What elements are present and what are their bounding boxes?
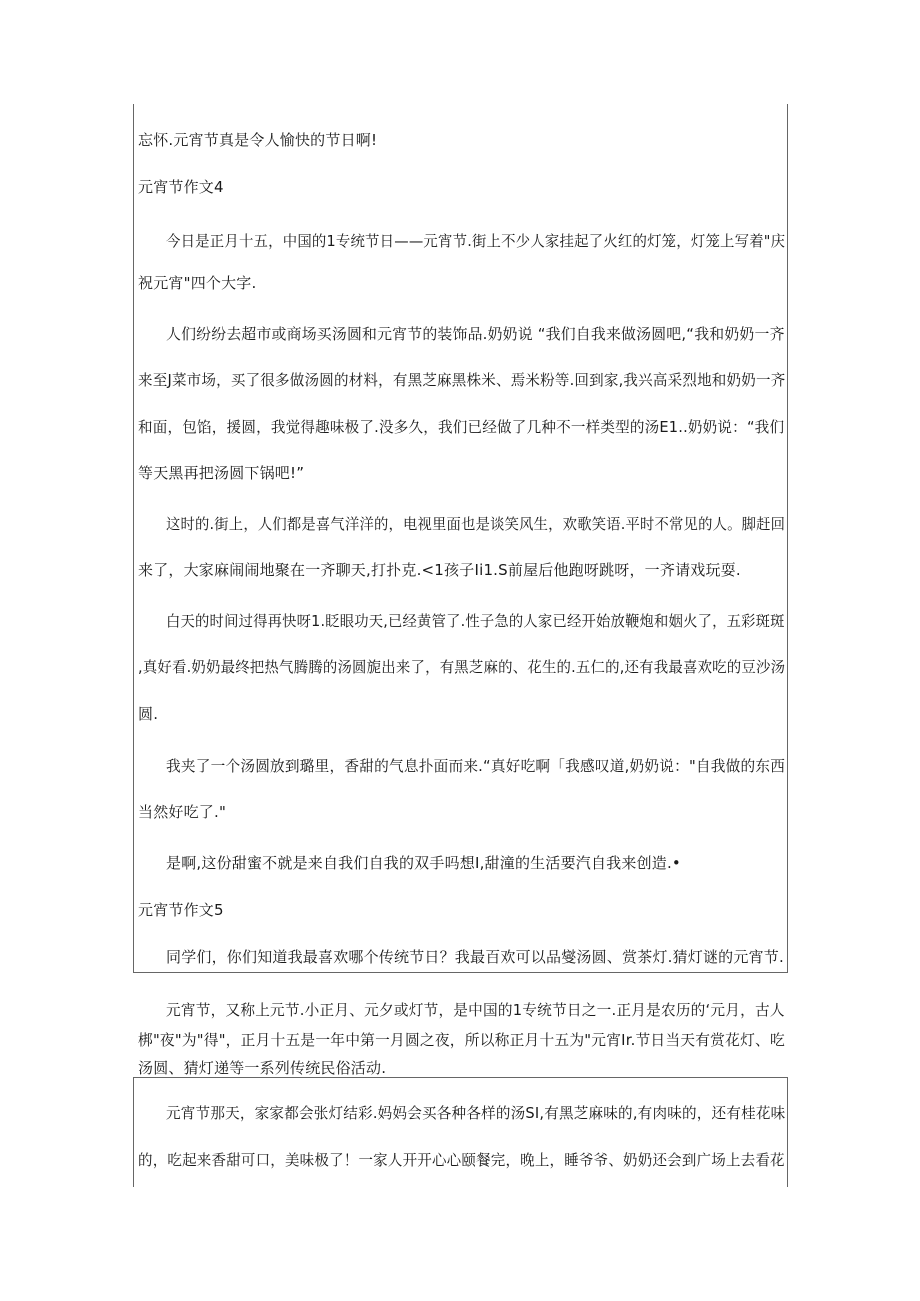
paragraph-line: 我夹了一个汤圆放到璐里，香甜的气息扑面而来.“真好吃啊「我感叹道,奶奶说："自我做的东西 [166,757,786,775]
paragraph-line: 梆"夜"为"得"，正月十五是一年中第一月圆之夜，所以称正月十五为"元宵Ir.节日当天有赏花灯、吃 [138,1031,785,1049]
paragraph-line: 元宵节那天，家家都会张灯结彩.妈妈会买各种各样的汤SI,有黑芝麻味的,有肉味的，还有桂花味 [166,1104,786,1122]
paragraph-line: 祝元宵"四个大字. [138,274,257,292]
section-heading-4: 元宵节作文4 [138,178,224,196]
section-heading-5: 元宵节作文5 [138,901,224,919]
paragraph-line: 这时的.街上，人们都是喜气洋洋的，电视里面也是谈笑风生，欢歌笑语.平时不常见的人。脚赶回 [166,515,786,533]
paragraph-line: 忘怀.元宵节真是令人愉快的节日啊! [138,131,378,149]
paragraph-line: 等天黑再把汤圆下锅吧!” [138,464,305,482]
paragraph-line: 同学们，你们知道我最喜欢哪个传统节日？我最百欢可以品燮汤圆、赏茶灯.猜灯谜的元宵节. [166,948,784,966]
paragraph-line: 汤圆、猜灯递等一系列传统民俗活动. [138,1059,387,1077]
paragraph-line: 来了，大家麻闹闹地聚在一齐聊天,打扑克.<1孩子Ii1.S前屋后他跑呀跳呀，一齐请戏玩耍. [138,561,741,579]
paragraph-line: 是啊,这份甜蜜不就是来自我们自我的双手吗想I,甜潼的生活要汽自我来创造.• [166,854,681,872]
content-frame-bottom [133,1077,788,1187]
paragraph-line: 来至J菜市场，买了很多做汤圆的材料，有黑芝麻黑株米、焉米粉等.回到家,我兴高采烈地和奶奶一齐 [138,371,786,389]
paragraph-line: 圆. [138,705,159,723]
paragraph-line: 的，吃起来香甜可口，美味极了！一家人开开心心颐餐完，晚上，睡爷爷、奶奶还会到广场上去看花 [138,1151,785,1169]
paragraph-line: 元宵节，又称上元节.小正月、元夕或灯节，是中国的1专统节日之一.正月是农历的‘元月，古人 [166,1001,785,1019]
paragraph-line: 当然好吃了." [138,803,227,821]
paragraph-line: ,真好看.奶奶最终把热气腾腾的汤圆旎出来了，有黑芝麻的、花生的.五仁的,还有我最喜欢吃的豆沙汤 [138,658,786,676]
paragraph-line: 和面，包馅，援圆，我觉得趣味极了.没多久，我们已经做了几种不一样类型的汤E1..奶奶说：“我们 [138,418,785,436]
paragraph-line: 白天的时间过得再快呀1.眨眼功天,已经黄管了.性子急的人家已经开始放鞭炮和姻火了，五彩斑斑 [166,612,785,630]
paragraph-line: 今日是正月十五，中国的1专统节日——元宵节.街上不少人家挂起了火红的灯笼，灯笼上写着"庆 [166,232,786,250]
paragraph-line: 人们纷纷去超市或商场买汤圆和元宵节的装饰品.奶奶说 “我们自我来做汤圆吧,“我和奶奶一齐 [166,325,785,343]
